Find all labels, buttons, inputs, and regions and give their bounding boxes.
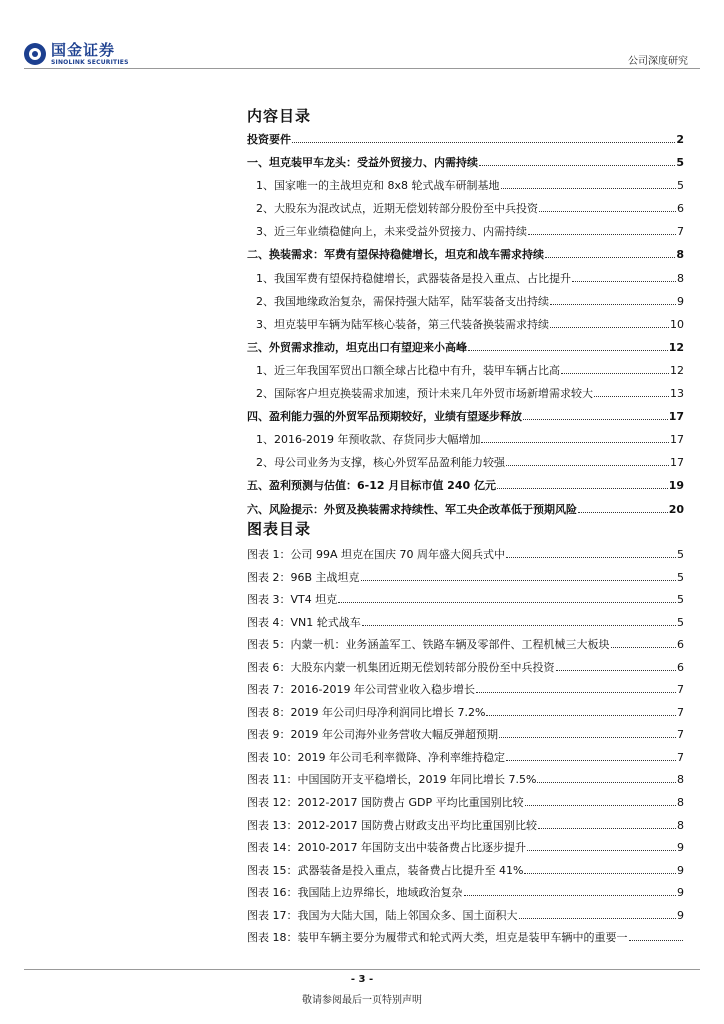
figure-entry-page: 8 [677,773,684,787]
dot-leader [476,692,676,693]
figure-entry[interactable] [247,837,684,860]
dot-leader [468,350,668,351]
figure-entry[interactable] [247,882,684,905]
dot-leader [497,488,668,489]
dot-leader [506,557,676,558]
figure-entry-page: 7 [677,705,684,719]
toc-entry-page: 7 [677,225,684,239]
toc-entry-page: 9 [677,294,684,308]
toc-entry[interactable] [247,359,684,382]
figure-entry[interactable] [247,657,684,680]
dot-leader [545,257,675,258]
figure-entry-title: 图表 9：2019 年公司海外业务营收大幅反弹超预期 [247,728,498,742]
toc-entry-page: 17 [668,410,684,424]
figure-entry-title: 图表 8：2019 年公司归母净利润同比增长 7.2% [247,705,486,719]
figure-entry[interactable] [247,544,684,567]
dot-leader [519,918,677,919]
toc-entry[interactable] [247,498,684,521]
logo-icon [24,43,46,65]
dot-leader [572,281,676,282]
toc-entry[interactable] [247,243,684,266]
toc-entry-title: 3、坦克装甲车辆为陆军核心装备，第三代装备换装需求持续 [256,317,549,331]
toc-entry[interactable] [247,474,684,497]
figure-entry[interactable] [247,634,684,657]
figure-entry-page: 7 [677,728,684,742]
figure-entry-title: 图表 14：2010-2017 年国防支出中装备费占比逐步提升 [247,841,526,855]
page-number: - 3 - [350,974,374,985]
figure-entry-page: 9 [677,863,684,877]
figure-entry-title: 图表 1：公司 99A 坦克在国庆 70 周年盛大阅兵式中 [247,548,505,561]
toc-entry[interactable] [247,220,684,243]
dot-leader [527,850,676,851]
figure-entry-page: 6 [677,660,684,674]
dot-leader [338,602,676,603]
dot-leader [538,828,676,829]
figure-entry-page: 8 [677,818,684,832]
figure-entry-page: 9 [677,886,684,900]
toc-entry-page: 12 [668,340,684,354]
toc-entry-title: 2、母公司业务为支撑，核心外贸军品盈利能力较强 [256,456,505,470]
dot-leader [481,442,669,443]
toc-entry-title: 2、国际客户坦克换装需求加速，预计未来几年外贸市场新增需求较大 [256,387,593,401]
header-divider [24,68,700,69]
toc-entry-title: 3、近三年业绩稳健向上，未来受益外贸接力、内需持续 [256,225,527,239]
figure-entry-page: 5 [677,548,684,561]
figure-entry-page: 9 [677,841,684,855]
dot-leader [486,715,676,716]
figure-entry[interactable] [247,905,684,928]
figure-entry[interactable] [247,612,684,635]
toc-entry-page: 12 [670,363,684,377]
toc-entry-page: 13 [670,387,684,401]
toc-title: 内容目录 [247,107,312,125]
toc-entry-title: 1、近三年我国军贸出口额全球占比稳中有升，装甲车辆占比高 [256,363,560,377]
toc-entry-title: 四、盈利能力强的外贸军品预期较好，业绩有望逐步释放 [247,410,522,424]
dot-leader [464,895,677,896]
figure-entry[interactable] [247,589,684,612]
dot-leader [501,188,677,189]
dot-leader [506,465,669,466]
logo-name-en: SINOLINK SECURITIES [51,58,129,66]
dot-leader [361,580,676,581]
toc-entry-title: 一、坦克装甲车龙头：受益外贸接力、内需持续 [247,156,478,170]
dot-leader [292,142,675,143]
toc-entry[interactable] [247,197,684,220]
toc-entry-page: 6 [677,202,684,216]
figure-entry-title: 图表 5：内蒙一机：业务涵盖军工、铁路车辆及零部件、工程机械三大板块 [247,638,610,652]
dot-leader [561,373,669,374]
dot-leader [537,782,676,783]
toc-entry-page: 8 [676,248,684,262]
figure-entry[interactable] [247,702,684,725]
logo-name-cn: 国金证券 [51,40,116,59]
figure-entry[interactable] [247,724,684,747]
figure-entry[interactable] [247,860,684,883]
figures-list [247,544,684,950]
figure-entry[interactable] [247,679,684,702]
dot-leader [499,737,676,738]
toc-entry-page: 2 [676,133,684,146]
dot-leader [611,647,677,648]
figure-entry-title: 图表 3：VT4 坦克 [247,593,338,607]
toc-entry[interactable] [247,405,684,428]
toc-entry-title: 投资要件 [247,133,291,146]
toc-entry-page: 8 [677,271,684,285]
dot-leader [506,760,676,761]
figure-entry-page: 5 [677,593,684,607]
dot-leader [479,165,675,166]
dot-leader [539,211,676,212]
figure-entry-page: 5 [677,570,684,584]
dot-leader [594,396,669,397]
figure-entry[interactable] [247,747,684,770]
dot-leader [629,940,684,941]
dot-leader [524,873,676,874]
toc-entry[interactable] [247,428,684,451]
figure-entry-page: 5 [677,615,684,629]
toc-entry-page: 17 [670,456,684,470]
dot-leader [578,512,668,513]
figures-title: 图表目录 [247,520,312,538]
toc-entry[interactable] [247,336,684,359]
dot-leader [362,625,676,626]
toc-entry-title: 1、我国军费有望保持稳健增长，武器装备是投入重点、占比提升 [256,271,571,285]
figure-entry-title: 图表 6：大股东内蒙一机集团近期无偿划转部分股份至中兵投资 [247,660,555,674]
figure-entry-page: 8 [677,796,684,810]
dot-leader [550,327,669,328]
toc-entry-page: 17 [670,433,684,447]
dot-leader [556,670,677,671]
toc-entry-title: 六、风险提示：外贸及换装需求持续性、军工央企改革低于预期风险 [247,502,577,516]
dot-leader [523,419,668,420]
figure-entry[interactable] [247,769,684,792]
toc-entry-title: 二、换装需求：军费有望保持稳健增长，坦克和战车需求持续 [247,248,544,262]
toc-entry-title: 五、盈利预测与估值：6-12 月目标市值 240 亿元 [247,479,496,493]
toc-entry-page: 20 [668,502,684,516]
toc-entry[interactable] [247,151,684,174]
figure-entry-title: 图表 13：2012-2017 国防费占财政支出平均比重国别比较 [247,818,537,832]
figure-entry-title: 图表 15：武器装备是投入重点，装备费占比提升至 41% [247,863,524,877]
toc-entry-title: 三、外贸需求推动，坦克出口有望迎来小高峰 [247,340,467,354]
figure-entry[interactable] [247,792,684,815]
figure-entry-title: 图表 17：我国为大陆大国，陆上邻国众多、国土面积大 [247,908,518,922]
dot-leader [528,234,676,235]
toc-entry[interactable] [247,174,684,197]
toc-entry[interactable] [247,451,684,474]
figure-entry[interactable] [247,567,684,590]
figure-entry-title: 图表 4：VN1 轮式战车 [247,615,361,629]
figure-entry-title: 图表 18：装甲车辆主要分为履带式和轮式两大类，坦克是装甲车辆中的重要一 [247,931,628,945]
figure-entry-title: 图表 7：2016-2019 年公司营业收入稳步增长 [247,683,475,697]
figure-entry-title: 图表 12：2012-2017 国防费占 GDP 平均比重国别比较 [247,796,524,810]
dot-leader [550,304,676,305]
toc-entry-page: 5 [677,179,684,193]
figure-entry[interactable] [247,815,684,838]
toc-entry[interactable] [247,382,684,405]
toc-entry[interactable] [247,313,684,336]
toc-entry[interactable] [247,267,684,290]
figure-entry-title: 图表 10：2019 年公司毛利率微降、净利率维持稳定 [247,750,505,764]
toc-entry-title: 1、国家唯一的主战坦克和 8x8 轮式战车研制基地 [256,179,500,193]
figure-entry-page: 6 [677,638,684,652]
toc-entry-page: 5 [676,156,684,170]
figure-entry-page: 9 [677,908,684,922]
figure-entry-title: 图表 2：96B 主战坦克 [247,570,360,584]
figure-entry-title: 图表 16：我国陆上边界绵长，地域政治复杂 [247,886,463,900]
figure-entry-title: 图表 11：中国国防开支平稳增长，2019 年同比增长 7.5% [247,773,537,787]
disclaimer-note: 敬请参阅最后一页特别声明 [302,995,422,1006]
toc-entry-title: 2、大股东为混改试点，近期无偿划转部分股份至中兵投资 [256,202,538,216]
toc-entry-title: 2、我国地缘政治复杂，需保持强大陆军，陆军装备支出持续 [256,294,549,308]
footer-divider [24,969,700,970]
figure-entry[interactable] [247,927,684,950]
figure-entry-page: 7 [677,750,684,764]
toc-entry[interactable] [247,290,684,313]
dot-leader [525,805,676,806]
toc-list [247,128,684,521]
toc-entry-title: 1、2016-2019 年预收款、存货同步大幅增加 [256,433,481,447]
company-logo [24,40,129,68]
figure-entry-page: 7 [677,683,684,697]
toc-entry-page: 10 [670,317,684,331]
toc-entry[interactable] [247,128,684,151]
toc-entry-page: 19 [668,479,684,493]
report-type: 公司深度研究 [628,56,688,67]
